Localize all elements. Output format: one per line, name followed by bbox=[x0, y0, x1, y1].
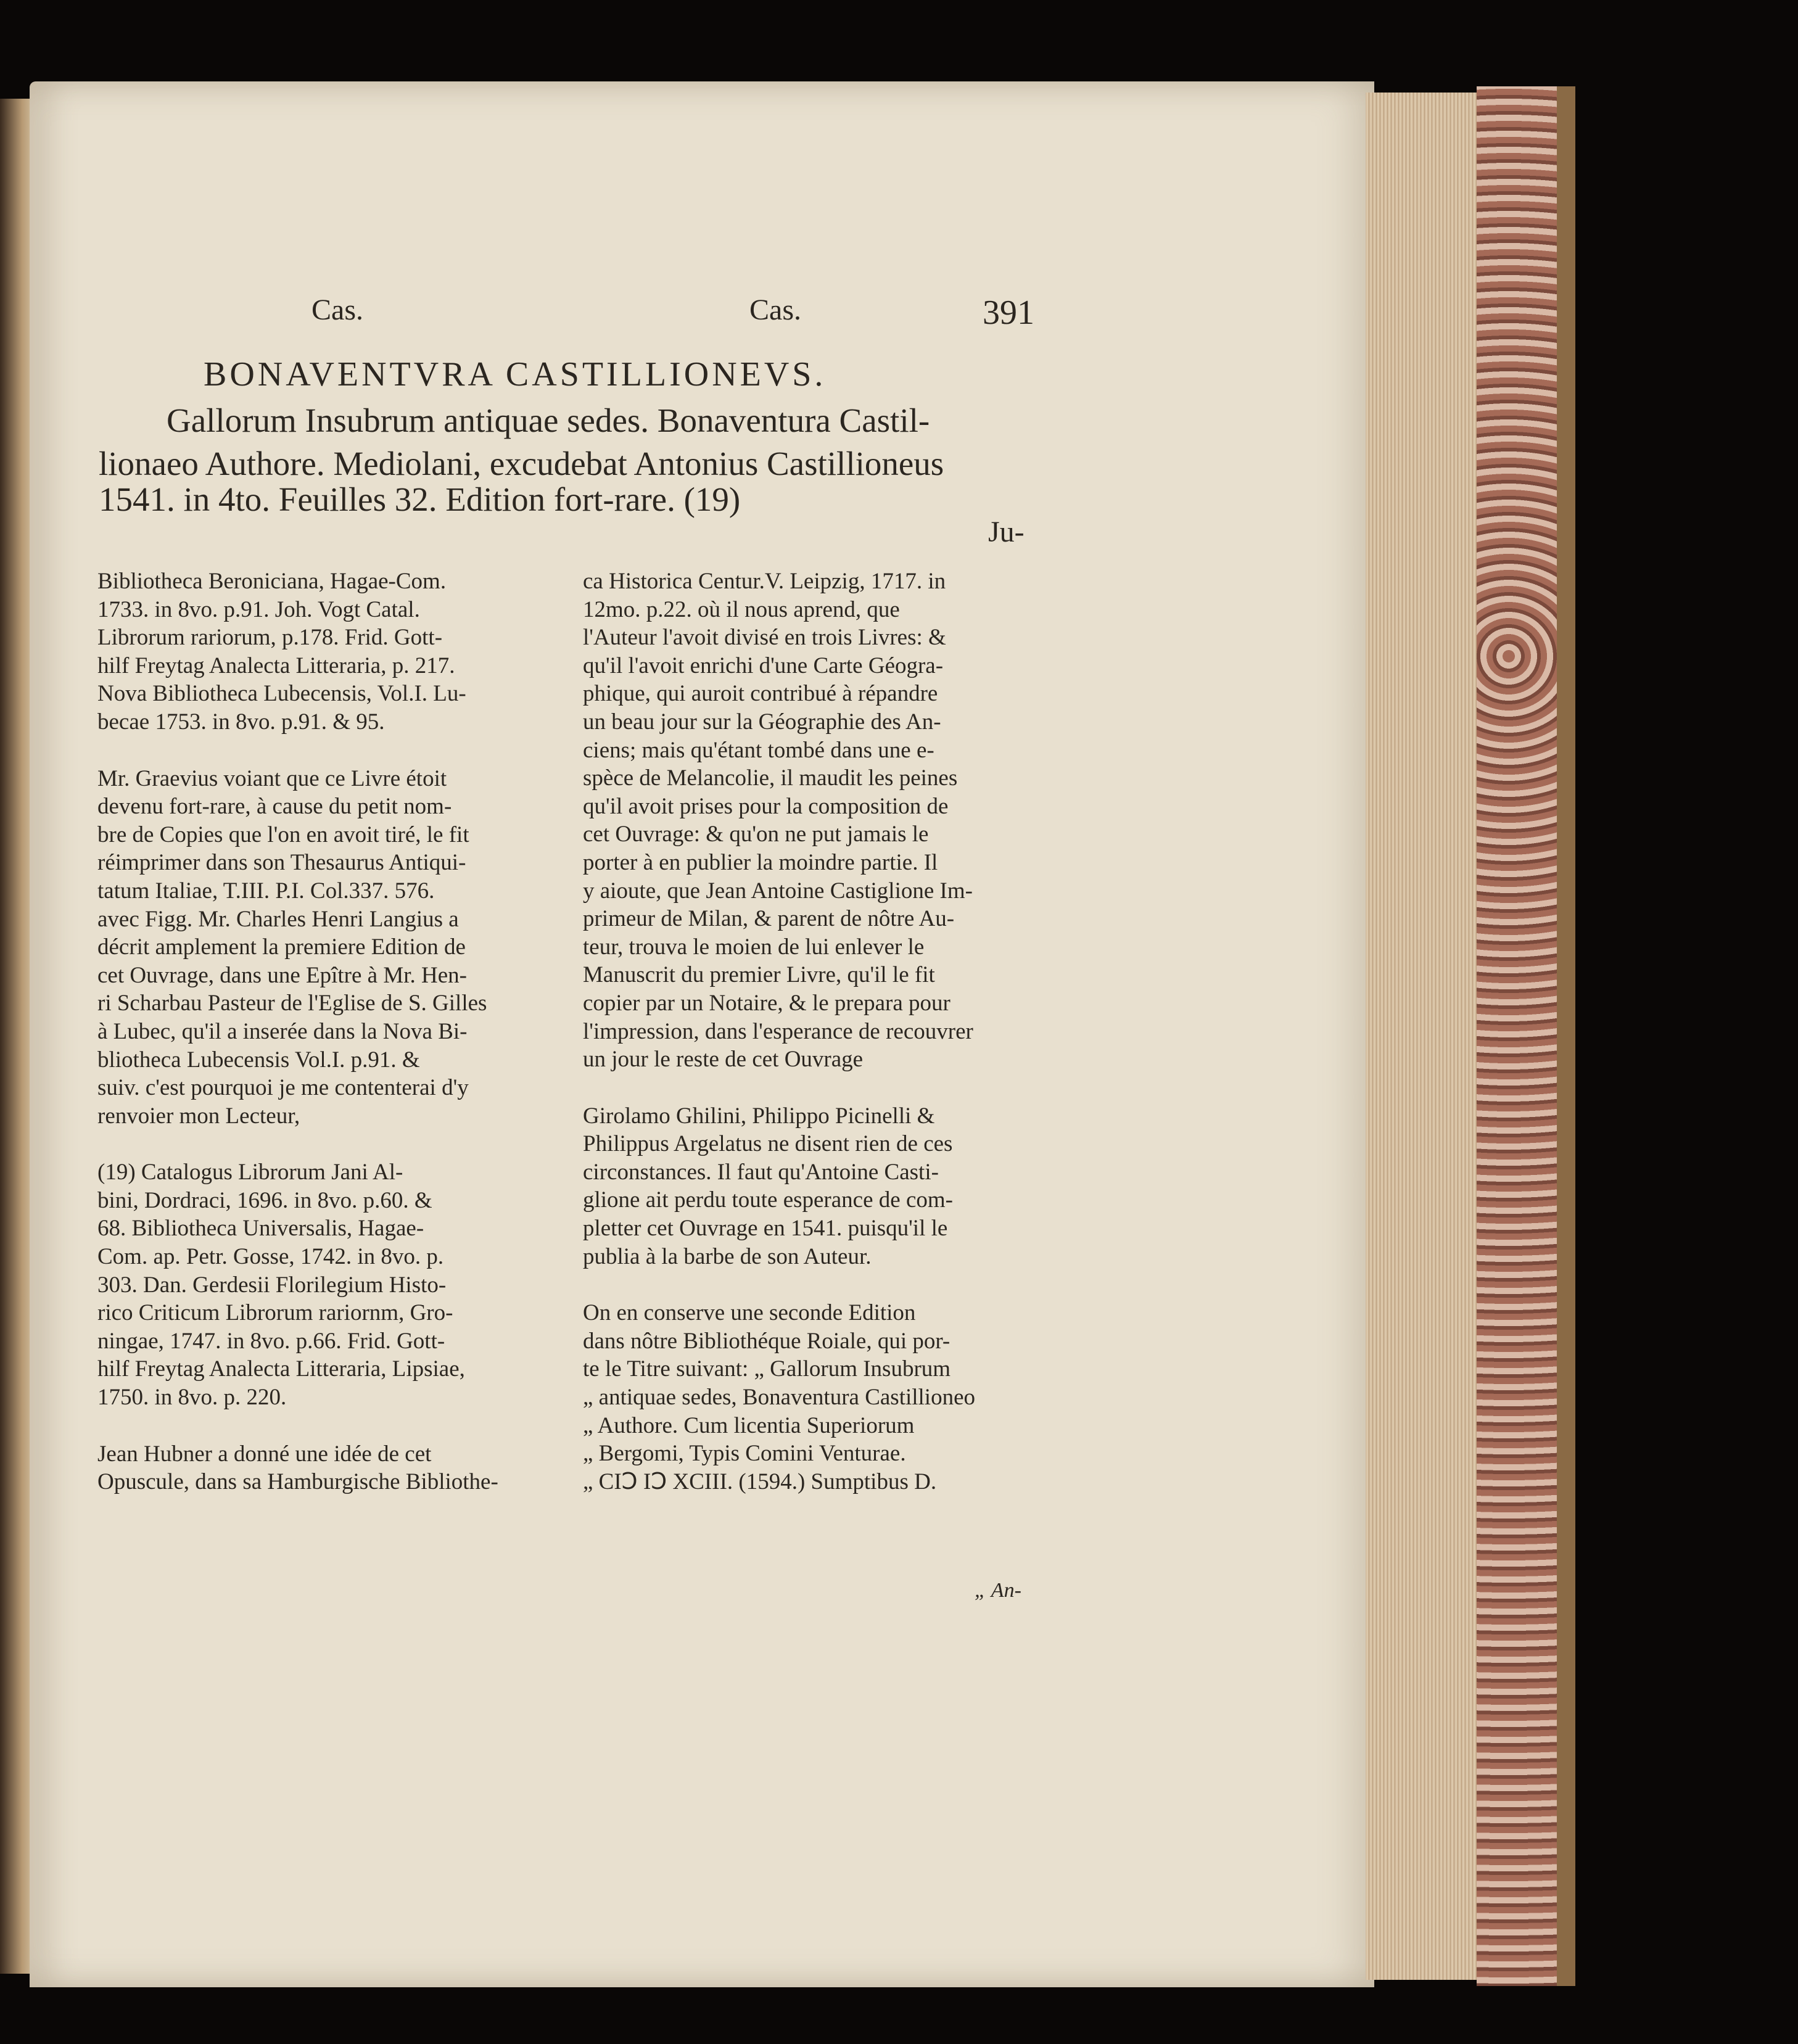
text-line: bre de Copies que l'on en avoit tiré, le fit bbox=[97, 822, 469, 847]
text-line: l'impression, dans l'esperance de recouvrer bbox=[583, 1018, 973, 1044]
title-line: lionaeo Authore. Mediolani, excudebat Antonius Castillioneus bbox=[99, 445, 944, 482]
text-line: y aioute, que Jean Antoine Castiglione Im- bbox=[583, 878, 973, 904]
text-line: Mr. Graevius voiant que ce Livre étoit bbox=[97, 765, 447, 791]
text-line: 12mo. p.22. où il nous aprend, que bbox=[583, 596, 900, 622]
text-line: 1750. in 8vo. p. 220. bbox=[97, 1385, 287, 1411]
text-line: décrit amplement la premiere Edition de bbox=[97, 934, 466, 960]
text-line: Librorum rariorum, p.178. Frid. Gott- bbox=[97, 625, 443, 651]
text-line: (19) Catalogus Librorum Jani Al- bbox=[97, 1160, 403, 1185]
text-line: circonstances. Il faut qu'Antoine Casti- bbox=[583, 1159, 939, 1185]
page-number: 391 bbox=[983, 294, 1034, 332]
title-line: Gallorum Insubrum antiquae sedes. Bonaventura Castil- bbox=[167, 402, 930, 439]
running-head-right: Cas. bbox=[749, 294, 801, 326]
text-line: primeur de Milan, & parent de nôtre Au- bbox=[583, 906, 955, 932]
text-line: spèce de Melancolie, il maudit les peines bbox=[583, 765, 958, 791]
text-line: 303. Dan. Gerdesii Florilegium Histo- bbox=[97, 1272, 447, 1298]
page-edges bbox=[1366, 93, 1477, 1980]
text-line: réimprimer dans son Thesaurus Antiqui- bbox=[97, 850, 466, 876]
catchword-top: Ju- bbox=[988, 516, 1025, 548]
text-line: bliotheca Lubecensis Vol.I. p.91. & bbox=[97, 1047, 420, 1073]
text-line: „ Bergomi, Typis Comini Venturae. bbox=[583, 1441, 906, 1467]
text-line: becae 1753. in 8vo. p.91. & 95. bbox=[97, 709, 385, 735]
left-column bbox=[97, 567, 554, 1496]
text-line: Bibliotheca Beroniciana, Hagae-Com. bbox=[97, 569, 447, 594]
text-line: porter à en publier la moindre partie. Il bbox=[583, 849, 938, 875]
text-line: „ antiquae sedes, Bonaventura Castillioneo bbox=[583, 1385, 976, 1411]
text-line: Manuscrit du premier Livre, qu'il le fit bbox=[583, 962, 935, 988]
text-line: Opuscule, dans sa Hamburgische Bibliothe- bbox=[97, 1469, 498, 1495]
text-line: Jean Hubner a donné une idée de cet bbox=[97, 1441, 432, 1467]
text-line: Nova Bibliotheca Lubecensis, Vol.I. Lu- bbox=[97, 681, 466, 707]
text-line: Com. ap. Petr. Gosse, 1742. in 8vo. p. bbox=[97, 1244, 444, 1270]
text-line: qu'il l'avoit enrichi d'une Carte Géogra- bbox=[583, 653, 944, 678]
text-line: hilf Freytag Analecta Litteraria, Lipsiae, bbox=[97, 1356, 465, 1382]
marbled-cover-edge bbox=[1477, 86, 1575, 1986]
text-line: Girolamo Ghilini, Philippo Picinelli & bbox=[583, 1103, 935, 1129]
text-line: rico Criticum Librorum rariornm, Gro- bbox=[97, 1300, 453, 1326]
text-line: copier par un Notaire, & le prepara pour bbox=[583, 990, 951, 1016]
text-line: bini, Dordraci, 1696. in 8vo. p.60. & bbox=[97, 1187, 432, 1213]
text-line: „ CIↃ IↃ XCIII. (1594.) Sumptibus D. bbox=[583, 1469, 937, 1494]
text-line: ca Historica Centur.V. Leipzig, 1717. in bbox=[583, 569, 946, 594]
text-line: pletter cet Ouvrage en 1541. puisqu'il le bbox=[583, 1216, 948, 1242]
paragraph-gap bbox=[97, 1130, 554, 1158]
catchword-bottom: „ An- bbox=[975, 1579, 1021, 1602]
text-line: renvoier mon Lecteur, bbox=[97, 1103, 300, 1129]
text-line: à Lubec, qu'il a inserée dans la Nova Bi- bbox=[97, 1018, 468, 1044]
text-line: ri Scharbau Pasteur de l'Eglise de S. Gilles bbox=[97, 991, 487, 1016]
text-line: avec Figg. Mr. Charles Henri Langius a bbox=[97, 906, 459, 932]
title-line: 1541. in 4to. Feuilles 32. Edition fort-rare. (19) bbox=[99, 480, 741, 518]
text-line: 1733. in 8vo. p.91. Joh. Vogt Catal. bbox=[97, 596, 420, 622]
text-line: 68. Bibliotheca Universalis, Hagae- bbox=[97, 1216, 424, 1242]
text-line: dans nôtre Bibliothéque Roiale, qui por- bbox=[583, 1328, 951, 1354]
text-line: teur, trouva le moien de lui enlever le bbox=[583, 934, 925, 960]
text-line: cet Ouvrage: & qu'on ne put jamais le bbox=[583, 822, 929, 847]
text-line: devenu fort-rare, à cause du petit nom- bbox=[97, 794, 452, 820]
text-line: phique, qui auroit contribué à répandre bbox=[583, 681, 938, 707]
text-line: On en conserve une seconde Edition bbox=[583, 1300, 916, 1326]
right-column bbox=[583, 567, 1039, 1496]
text-line: cet Ouvrage, dans une Epître à Mr. Hen- bbox=[97, 962, 467, 988]
entry-heading: BONAVENTVRA CASTILLIONEVS. bbox=[204, 355, 827, 394]
text-line: un beau jour sur la Géographie des An- bbox=[583, 709, 941, 735]
text-line: tatum Italiae, T.III. P.I. Col.337. 576. bbox=[97, 878, 435, 904]
text-line: suiv. c'est pourquoi je me contenterai d'y bbox=[97, 1075, 469, 1101]
text-line: ciens; mais qu'étant tombé dans une e- bbox=[583, 737, 934, 763]
text-line: publia à la barbe de son Auteur. bbox=[583, 1243, 872, 1269]
paragraph-gap bbox=[583, 1074, 1039, 1102]
text-line: ningae, 1747. in 8vo. p.66. Frid. Gott- bbox=[97, 1328, 445, 1354]
text-line: Philippus Argelatus ne disent rien de ces bbox=[583, 1131, 953, 1157]
text-line: l'Auteur l'avoit divisé en trois Livres: & bbox=[583, 625, 946, 651]
text-line: hilf Freytag Analecta Litteraria, p. 217. bbox=[97, 653, 455, 678]
text-line: qu'il avoit prises pour la composition de bbox=[583, 793, 949, 819]
text-line: „ Authore. Cum licentia Superiorum bbox=[583, 1412, 915, 1438]
paragraph-gap bbox=[97, 1412, 554, 1440]
running-head-left: Cas. bbox=[311, 294, 363, 326]
paragraph-gap bbox=[97, 736, 554, 765]
paragraph-gap bbox=[583, 1271, 1039, 1299]
text-line: un jour le reste de cet Ouvrage bbox=[583, 1047, 864, 1073]
text-line: te le Titre suivant: „ Gallorum Insubrum bbox=[583, 1356, 951, 1382]
text-line: glione ait perdu toute esperance de com- bbox=[583, 1187, 953, 1213]
